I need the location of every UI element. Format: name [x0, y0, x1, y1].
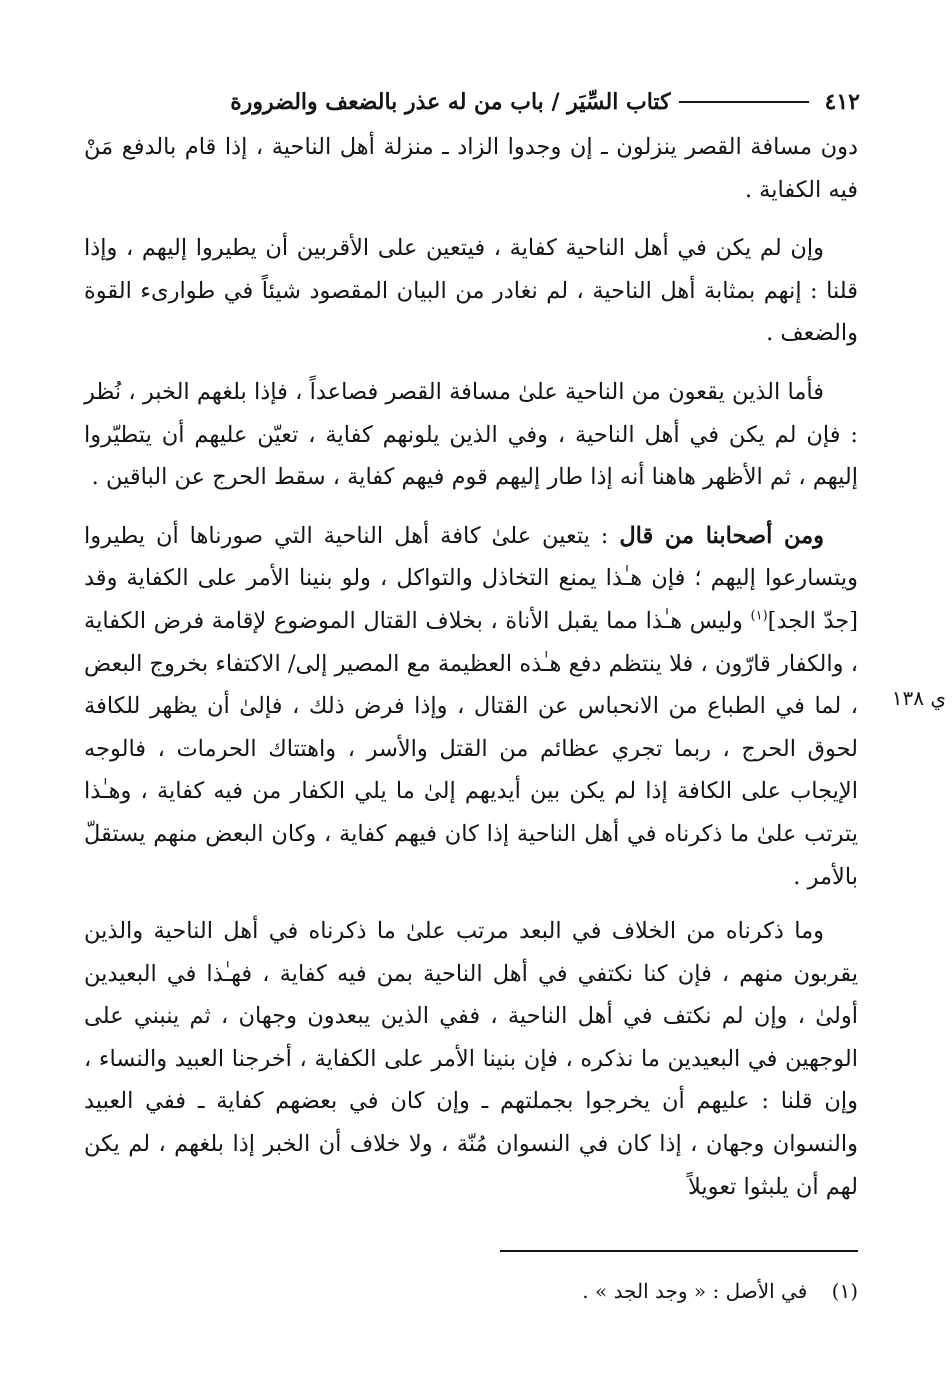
running-header [82, 82, 860, 122]
paragraph-4-lead: ومن أصحابنا من قال [619, 522, 824, 549]
paragraph-4-part1: : يتعين علىٰ كافة أهل الناحية التي صورناها أن يطيروا ويتسارعوا إليهم ؛ فإن هـٰذا يمنع التخاذل والتواكل ، ولو بنينا الأمر على الكفاية وقد [جدّ الجد] [84, 522, 858, 634]
page-number: ٤١٢ [824, 89, 860, 115]
footnote-text: في الأصل : « وجد الجد » . [582, 1279, 808, 1303]
footnote-rule [500, 1250, 858, 1252]
paragraph-4 [84, 515, 858, 898]
main-text [84, 126, 858, 1224]
footnote-number: (١) [831, 1279, 858, 1303]
chapter-title: كتاب السِّيَر / باب من له عذر بالضعف والضرورة [230, 89, 671, 115]
header-rule [679, 101, 809, 103]
paragraph-3: فأما الذين يقعون من الناحية علىٰ مسافة القصر فصاعداً ، فإذا بلغهم الخبر ، نُظر : فإن لم يكن في أهل الناحية ، وفي الذين يلونهم كفاية ، تعيّن عليهم أن يتطيّروا إليهم ، ثم الأظهر هاهنا أنه إذا طار إليهم قوم فيهم كفاية ، سقط الحرج عن الباقين . [84, 378, 858, 491]
manuscript-folio-marker: ي ١٣٨ [891, 686, 946, 710]
footnote-ref: (١) [750, 608, 768, 624]
paragraph-1: دون مسافة القصر ينزلون ـ إن وجدوا الزاد ـ منزلة أهل الناحية ، إذا قام بالدفع مَنْ فيه الكفاية . [84, 134, 858, 203]
footnote [360, 1276, 858, 1306]
paragraph-5: وما ذكرناه من الخلاف في البعد مرتب علىٰ ما ذكرناه في أهل الناحية والذين يقربون منهم ، فإن كنا نكتفي في أهل الناحية بمن فيه كفاية ، فهـٰذا في البعيدين أولىٰ ، وإن لم نكتف في أهل الناحية ، ففي الذين يبعدون وجهان ، ثم ينبني على الوجهين في البعيدين ما نذكره ، فإن بنينا الأمر على الكفاية ، أخرجنا العبيد والنساء ، وإن قلنا : عليهم أن يخرجوا بجملتهم ـ وإن كان في بعضهم كفاية ـ ففي العبيد والنسوان وجهان ، إذا كان في النسوان مُنّة ، ولا خلاف أن الخبر إذا بلغهم ، لم يكن لهم أن يلبثوا تعويلاً [84, 918, 858, 1200]
paragraph-2: وإن لم يكن في أهل الناحية كفاية ، فيتعين على الأقربين أن يطيروا إليهم ، وإذا قلنا : إنهم بمثابة أهل الناحية ، لم نغادر من البيان المقصود شيئاً في طوارىء القوة والضعف . [84, 235, 858, 347]
paragraph-4-part2: وليس هـٰذا مما يقبل الأناة ، بخلاف القتال الموضوع لإقامة فرض الكفاية ، والكفار قارّون ، فلا ينتظم دفع هـٰذه العظيمة مع المصير إلى/ الاكتفاء بخروج البعض ، لما في الطباع من الانحباس عن القتال ، وإذا فرض ذلك ، فإلىٰ أن يظهر للكافة لحوق الحرج ، ربما تجري عظائم من القتل والأسر ، واهتتاك الحرمات ، فالوجه الإيجاب على الكافة إذا لم يكن بين أيديهم إلىٰ ما يلي الكفار من فيه كفاية ، وهـٰذا يترتب علىٰ ما ذكرناه في أهل الناحية إذا كان فيهم كفاية ، وكان البعض منهم يستقلّ بالأمر . [84, 607, 858, 890]
